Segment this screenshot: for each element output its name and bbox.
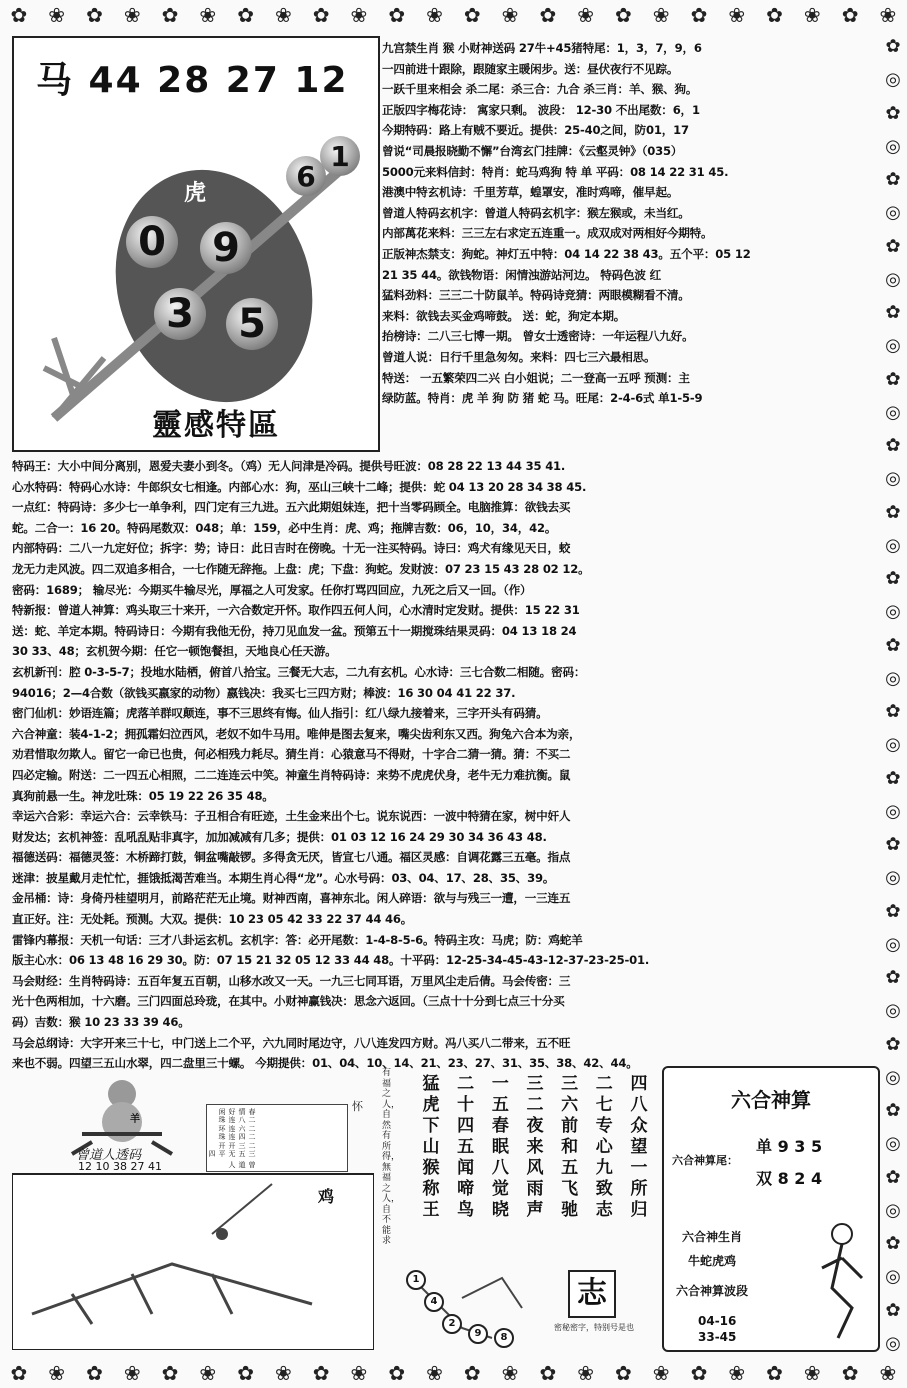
text-line-3: 一点红：特码诗：多少七一单争利，四门定有三九进。五六此期姐妹连，把十当零码顾全。电脑推算：欲钱去买: [12, 500, 571, 515]
double-digits: 双 8 2 4: [756, 1169, 823, 1188]
ram-label: 羊: [130, 1114, 140, 1125]
right-line-10: 内部萬花来料：三三左右求定五连重一。成双成对两相好今期特。: [382, 226, 713, 241]
ball-small-2: 1: [320, 136, 360, 176]
right-line-5: 今期特码：路上有贼不要近。提供：25-40之间，防01，17: [382, 123, 689, 138]
tiny-col-3: 二六连环: [218, 1124, 256, 1132]
circle-num-3: 2: [442, 1314, 462, 1334]
ball-4: 5: [226, 298, 278, 350]
tiny-col-label: 曾道人: [228, 1161, 256, 1169]
bottom-flower-border: ✿ ❀ ✿ ❀ ✿ ❀ ✿ ❀ ✿ ❀ ✿ ❀ ✿ ❀ ✿ ❀ ✿ ❀ ✿ ❀ ✿ ❀ ✿ ❀: [10, 1361, 897, 1385]
small-vertical-text: 有福之人，自然有所得，無福之人，自不能求: [382, 1068, 401, 1246]
liuhe-title: 六合神算: [731, 1088, 811, 1112]
tiny-col-4: 二四连珠: [218, 1133, 256, 1141]
tiny-table: [206, 1104, 348, 1172]
text-line-25: 版主心水：06 13 48 16 29 30。防：07 15 21 32 05 12 33 44 48。十平码：12-25-34-45-43-12-37-23-25-01.: [12, 953, 650, 968]
top-left-feature-box: [12, 36, 380, 452]
poem-grid: [420, 1074, 650, 1221]
right-line-17: 特送： 一五繁荣四二兴 白小姐说；二一登高一五呼 预测：主: [382, 370, 690, 385]
right-flower-border: ✿ ◎ ✿ ◎ ✿ ◎ ✿ ◎ ✿ ◎ ✿ ◎ ✿ ◎ ✿ ◎ ✿ ◎ ✿ ◎ ✿ ◎ ✿ ◎ ✿ ◎ ✿ ◎ ✿ ◎ ✿ ◎ ✿ ◎ ✿ ◎ ✿ ◎ ✿ ◎: [885, 36, 901, 1354]
text-line-24: 雷锋内幕报：天机一句话：三才八卦运玄机。玄机字：答：必开尾数：1-4-8-5-6。特码主攻：马虎；防：鸡蛇羊: [12, 932, 583, 947]
right-line-13: 猛料劲料：三三二十防鼠羊。特码诗竞猜：两眼模糊看不清。: [382, 288, 690, 303]
ball-small-1: 6: [286, 156, 326, 196]
text-line-9: 送：蛇、羊定本期。特码诗日：今期有我他无份，持刀见血发一盆。预第五十一期搅珠结果灵码：04 13 18 24: [12, 623, 577, 638]
text-line-18: 幸运六合彩：幸运六合：云幸铁马：子丑相合有旺迹，土生金来出个七。说东说西：一波中特猜在家，树中奸人: [12, 809, 571, 824]
text-line-15: 劝君惜取勿欺人。留它一命已也贵，何必相残力耗尽。猜生肖：心猿意马不得财，十字合二猜一猜。猜：不买二: [12, 747, 571, 762]
band-2: 33-45: [698, 1330, 737, 1344]
text-line-22: 金吊桶：诗：身倚丹桂望明月，前路茫茫无止境。财神西南，喜神东北。闲人碎语：欲与与残三一遭，一三连五: [12, 891, 571, 906]
tiger-label: 虎: [184, 181, 207, 206]
text-line-29: 马会总纲诗：大字开来三十七，中门送上二个平，六九同时尾边守，八八连发四方财。冯八买八二带来，五不旺: [12, 1035, 571, 1050]
huai-label: 怀: [352, 1100, 363, 1113]
single-digits: 单 9 3 5: [756, 1137, 823, 1156]
poem-col-5: 三六前和五飞驰: [561, 1074, 579, 1220]
circle-num-5: 8: [494, 1328, 514, 1348]
egg-graphic: [14, 38, 378, 450]
text-line-27: 光十色两相加，十六磨。三门四面总玲珑，在其中。小财神赢钱决：思念六返回。（三点十十分到七点三十分买: [12, 994, 565, 1009]
content-area: [10, 34, 880, 1352]
circle-num-1: 1: [406, 1270, 426, 1290]
text-line-14: 六合神童：装4-1-2；拥孤霜妇泣西风，老奴不如牛马用。唯伸是图去复来，嘴尖齿利东又西。狗兔六合本为亲，: [12, 726, 581, 741]
feature-numbers: 马 44 28 27 12: [36, 60, 349, 101]
text-line-30: 来也不弱。四望三五山水翠，四二盘里三十螺。 今期提供：01、04、10、14、21、23、27、31、35、38、42、44。: [12, 1056, 638, 1071]
right-line-14: 来料：欲钱去买金鸡啼鼓。 送：蛇，狗定本期。: [382, 308, 626, 323]
poem-col-4: 三二夜来风雨声: [526, 1074, 544, 1220]
tiny-col-2: 二八连珠: [218, 1116, 256, 1124]
text-line-23: 直正好。注：无处耗。预测。大双。提供：10 23 05 42 33 22 37 44 46。: [12, 912, 413, 927]
circle-num-4: 9: [468, 1324, 488, 1344]
text-line-12: 94016；2—4合数（欲钱买嬴家的动物）嬴钱决：我买七三四方财；棒波：16 30 04 41 22 37.: [12, 685, 516, 700]
text-line-11: 玄机新刊：腔 0-3-5-7；投地水陆栖，俯首八拾宝。三餐无大志，二九有玄机。心水诗：三七合数二相随。密码：: [12, 664, 586, 679]
text-line-5: 内部特码：二八一九定好位；拆字：势；诗日：此日吉时在傍晚。十无一注买特码。诗曰：鸡犬有缘见天日，蛟: [12, 541, 571, 556]
zodiac-value: 牛蛇虎鸡: [688, 1254, 737, 1268]
right-line-6: 曾说“司晨报晓勤不懈”台湾玄门挂牌：《云壑灵钟》（035）: [382, 143, 683, 158]
right-line-1: 九宫禁生肖 猴 小财神送码 27牛+45猪特尾：1，3，7，9，6: [382, 41, 702, 55]
right-line-12: 21 35 44。欲钱物语：闲情浊游站河边。 特码色波 红: [382, 267, 662, 282]
right-line-2: 一四前进十跟除，跟随家主暖闲步。送：昼伏夜行不见踪。: [382, 61, 679, 76]
ball-2: 9: [200, 222, 252, 274]
zone-title: 靈感特區: [152, 408, 280, 443]
right-line-11: 正版神杰禁支：狗蛇。神灯五中特：04 14 22 38 43。五个平：05 12: [382, 246, 751, 261]
rooster-label: 鸡: [318, 1187, 335, 1206]
tiny-col-1: 春情好闲: [218, 1108, 256, 1115]
text-line-4: 蛇。二合一：16 20。特码尾数双：048；单：159，必中生肖：虎、鸡；拖牌吉数：06，10，34，42。: [12, 520, 557, 535]
text-line-8: 特新报：曾道人神算：鸡头取三十来开，一六合数定开怀。取作四五何人问，心水清时定发财。提供：15 22 31: [12, 603, 580, 618]
tiny-col-6: 三五无平四: [208, 1150, 256, 1158]
poem-col-6: 二七专心九致志: [595, 1074, 613, 1220]
right-line-9: 曾道人特码玄机字：曾道人特码玄机字：猴左猴或，未当红。: [382, 205, 690, 220]
text-line-2: 心水特码：特码心水诗：牛郎织女七相逢。内部心水：狗，巫山三峡十二峰；提供：蛇 04 13 20 28 34 38 45.: [12, 479, 587, 494]
tail-label: 六合神算尾：: [672, 1154, 738, 1167]
right-line-16: 曾道人说：日行千里急匆匆。来料：四七三六最相思。: [382, 349, 656, 364]
circle-numbers: [402, 1268, 542, 1348]
circle-num-2: 4: [424, 1292, 444, 1312]
band-label: 六合神算波段: [676, 1284, 749, 1298]
right-line-18: 绿防蓝。特肖：虎 羊 狗 防 猪 蛇 马。旺尾：2-4-6式 单1-5-9: [382, 391, 703, 406]
text-line-10: 30 33、48；玄机贺今期：任它一顿饱餐担，天地良心任天游。: [12, 644, 337, 659]
text-line-7: 密码：1689； 输尽光：今期买牛输尽光，厚福之人可发家。任你打骂四回应，九死之后又一回。（作）: [12, 582, 532, 597]
text-line-19: 财发达；玄机神签：乱吼乱贴非真字，加加减减有几多；提供：01 03 12 16 24 29 30 34 36 43 48.: [12, 829, 547, 844]
text-line-17: 真狗前悬一生。神龙吐珠：05 19 22 26 35 48。: [12, 788, 274, 803]
zhi-char: 志: [568, 1270, 616, 1318]
text-line-1: 特码王：大小中间分离别，恩爱夫妻小到冬。（鸡）无人问津是冷码。提供号旺波：08 28 22 13 44 35 41.: [12, 459, 566, 473]
ball-1: 0: [126, 216, 178, 268]
zodiac-label: 六合神生肖: [682, 1230, 743, 1244]
text-line-6: 龙无力走风波。四二双追多相合，一七作随无辞拖。上盘：虎；下盘：狗蛇。发财波：07 23 15 43 28 02 12。: [12, 561, 590, 576]
prophet-caption: 曾道人透码: [76, 1148, 142, 1163]
right-line-8: 港澳中特玄机诗：千里芳草，蝗罩安，准时鸡啼，催早起。: [382, 185, 679, 200]
poem-col-1: 猛虎下山猴称王: [422, 1074, 440, 1220]
sage-figure: [812, 1218, 872, 1348]
ball-3: 3: [154, 288, 206, 340]
right-line-3: 一跃千里来相会 杀二尾：杀三合：九合 杀三肖：羊、猴、狗。: [382, 82, 698, 97]
zhi-caption: 密秘密字，特别号是也: [554, 1323, 634, 1332]
poem-col-7: 四八众望一所归: [630, 1074, 648, 1220]
band-1: 04-16: [698, 1314, 737, 1328]
liuhe-box: [662, 1066, 880, 1352]
poem-col-2: 二十四五闻啼鸟: [457, 1074, 475, 1220]
bottom-left-illustration: [12, 1064, 374, 1350]
poem-col-3: 一五春眠八觉晓: [491, 1074, 509, 1220]
prophet-numbers: 12 10 38 27 41: [78, 1160, 162, 1173]
text-line-13: 密门仙机：妙语连篇；虎落羊群叹颠连，事不三思终有悔。仙人指引：红八绿九接着来，三字开头有码猜。: [12, 706, 548, 721]
zhi-block: [554, 1270, 656, 1340]
top-flower-border: ✿ ❀ ✿ ❀ ✿ ❀ ✿ ❀ ✿ ❀ ✿ ❀ ✿ ❀ ✿ ❀ ✿ ❀ ✿ ❀ ✿ ❀ ✿ ❀: [10, 3, 897, 27]
right-line-15: 抬榜诗：二八三七博一期。 曾女士透密诗：一年运程八九好。: [382, 329, 694, 344]
text-line-20: 福德送码：福德灵签：木桥蹄打鼓，铜盆嘴敲锣。多得贪无厌，皆宣七八通。福区灵感：自调花露三五毫。指点: [12, 850, 571, 865]
tiny-col-5: 二三开开: [218, 1141, 256, 1149]
text-line-26: 马会财经：生肖特码诗：五百年复五百朝，山移水改又一天。一九三七同耳语，万里风尘走后倩。马会传密：三: [12, 973, 571, 988]
text-line-21: 迷津：披星戴月走忙忙，捱饿抵渴苦难当。本期生肖心得“龙”。心水号码：03、04、17、28、35、39。: [12, 870, 555, 885]
right-text-column: [382, 38, 878, 409]
full-width-text: [12, 456, 878, 1074]
text-line-28: 码）吉数：猴 10 23 33 39 46。: [12, 1015, 190, 1030]
text-line-16: 四必定输。附送：二一四五心相照，二二连连云中笑。神童生肖特码诗：来势不虎虎伏身，老牛无力难抗衡。鼠: [12, 767, 571, 782]
right-line-4: 正版四字梅花诗： 寓家只剩。 波段： 12-30 不出尾数：6，1: [382, 102, 700, 117]
right-line-7: 5000元来料信封：特肖：蛇马鸡狗 特 单 平码：08 14 22 31 45.: [382, 164, 729, 179]
